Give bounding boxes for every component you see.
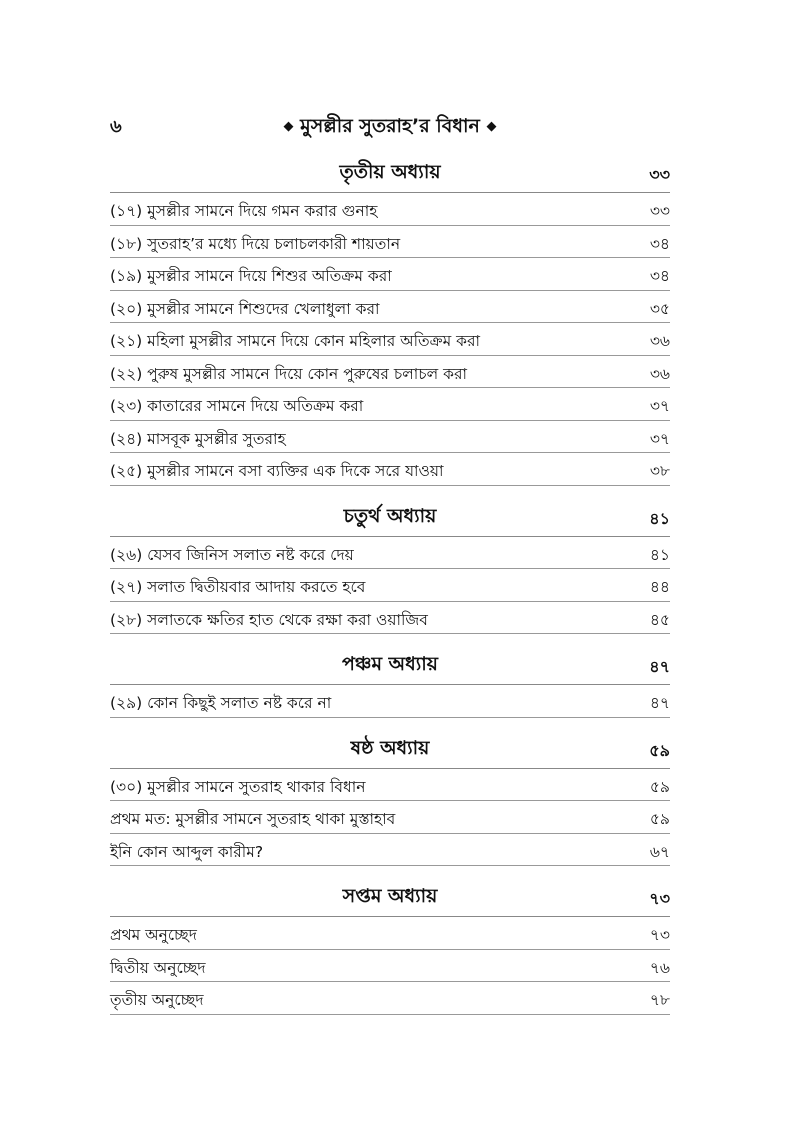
- toc-entry-title: (১৯) মুসল্লীর সামনে দিয়ে শিশুর অতিক্রম করা: [110, 267, 392, 285]
- toc-entry-title: (২০) মুসল্লীর সামনে শিশুদের খেলাধুলা করা: [110, 299, 380, 318]
- toc-entry-title: প্রথম অনুচ্ছেদ: [110, 926, 197, 944]
- toc-entry: [110, 769, 670, 802]
- toc-entry-title: (২৫) মুসল্লীর সামনে বসা ব্যক্তির এক দিকে সরে যাওয়া: [110, 462, 444, 480]
- chapter-title: সপ্তম অধ্যায়: [342, 885, 438, 907]
- toc-entry-title: প্রথম মত: মুসল্লীর সামনে সুতরাহ থাকা মুস্তাহাব: [110, 810, 396, 828]
- chapter-title: চতুর্থ অধ্যায়: [343, 504, 437, 527]
- toc-entry-title: (২৯) কোন কিছুই সলাত নষ্ট করে না: [110, 694, 332, 712]
- toc-entry-page-number: ৩৬: [649, 332, 670, 350]
- chapter-page-number: ৪১: [649, 508, 670, 528]
- toc-entry-title: (৩০) মুসল্লীর সামনে সুতরাহ থাকার বিধান: [110, 777, 366, 796]
- toc-entry: [110, 834, 670, 867]
- chapter-heading: [110, 494, 670, 537]
- toc-entry: [110, 291, 670, 324]
- toc-entry-page-number: ৪৪: [649, 578, 670, 596]
- chapter-heading: [110, 874, 670, 917]
- toc-entry-title: (২৬) যেসব জিনিস সলাত নষ্ট করে দেয়: [110, 545, 354, 564]
- toc-entry-page-number: ৪৭: [649, 694, 670, 712]
- toc-entry-page-number: ৩৮: [649, 462, 670, 480]
- toc-entry-page-number: ৩৪: [649, 234, 670, 253]
- toc-entry: [110, 569, 670, 602]
- toc-entry-title: (২৮) সলাতকে ক্ষতির হাত থেকে রক্ষা করা ওয়াজিব: [110, 610, 428, 629]
- page-header: [110, 112, 670, 140]
- toc-entry: [110, 602, 670, 635]
- toc-entry: [110, 421, 670, 454]
- toc-entry: [110, 685, 670, 718]
- toc-entry-title: (২২) পুরুষ মুসল্লীর সামনে দিয়ে কোন পুরুষের চলাচল করা: [110, 364, 467, 383]
- chapter-page-number: ৪৭: [649, 657, 670, 676]
- chapter-heading: [110, 726, 670, 769]
- page-number: ৬: [110, 116, 122, 137]
- toc-entry-title: দ্বিতীয় অনুচ্ছেদ: [110, 958, 206, 977]
- toc-entry-page-number: ৩৬: [649, 364, 670, 383]
- toc-entry: [110, 356, 670, 389]
- toc-entry: [110, 950, 670, 983]
- toc-entry-page-number: ৩৪: [649, 267, 670, 285]
- toc-entry-page-number: ৪৫: [649, 610, 670, 629]
- toc-entry: [110, 258, 670, 291]
- book-title: মুসল্লীর সুতরাহ’র বিধান: [300, 115, 480, 137]
- toc-entry: [110, 801, 670, 834]
- toc-entry-page-number: ৫৯: [649, 777, 670, 796]
- toc-entry: [110, 323, 670, 356]
- chapter-heading: [110, 150, 670, 193]
- toc-entry-title: (১৭) মুসল্লীর সামনে দিয়ে গমন করার গুনাহ: [110, 202, 378, 220]
- toc-entry: [110, 226, 670, 259]
- table-of-contents: [110, 150, 670, 1015]
- toc-entry: [110, 917, 670, 950]
- running-title: [110, 112, 670, 144]
- chapter-page-number: ৭৩: [649, 889, 670, 908]
- toc-entry-page-number: ৭৩: [649, 926, 670, 944]
- chapter-heading: [110, 642, 670, 685]
- toc-entry: [110, 193, 670, 226]
- toc-entry-page-number: ৫৯: [649, 810, 670, 828]
- chapter-page-number: ৩৩: [649, 165, 670, 184]
- toc-entry-page-number: ৩৭: [649, 397, 670, 415]
- toc-entry-title: (১৮) সুতরাহ’র মধ্যে দিয়ে চলাচলকারী শায়তান: [110, 234, 401, 253]
- chapter-title: ষষ্ঠ অধ্যায়: [350, 736, 430, 759]
- chapter-title: তৃতীয় অধ্যায়: [339, 161, 441, 183]
- diamond-ornament-icon: ◆: [283, 119, 294, 134]
- toc-entry-page-number: ৬৭: [649, 842, 670, 861]
- toc-entry-title: (২৪) মাসবূক মুসল্লীর সুতরাহ: [110, 429, 286, 448]
- chapter-title: পঞ্চম অধ্যায়: [342, 653, 438, 675]
- toc-entry: [110, 982, 670, 1015]
- toc-entry-title: ইনি কোন আব্দুল কারীম?: [110, 842, 264, 861]
- toc-entry-title: (২৭) সলাত দ্বিতীয়বার আদায় করতে হবে: [110, 578, 366, 596]
- toc-entry-title: (২৩) কাতারের সামনে দিয়ে অতিক্রম করা: [110, 397, 364, 415]
- toc-entry-title: (২১) মহিলা মুসল্লীর সামনে দিয়ে কোন মহিলার অতিক্রম করা: [110, 332, 481, 350]
- toc-entry: [110, 388, 670, 421]
- toc-entry: [110, 453, 670, 486]
- toc-entry-page-number: ৭৮: [649, 991, 670, 1009]
- chapter-page-number: ৫৯: [649, 740, 670, 760]
- diamond-ornament-icon: ◆: [486, 119, 497, 134]
- toc-entry-page-number: ৩৩: [649, 202, 670, 220]
- toc-entry-title: তৃতীয় অনুচ্ছেদ: [110, 991, 204, 1009]
- toc-entry-page-number: ৭৬: [649, 958, 670, 977]
- toc-entry-page-number: ৩৭: [649, 429, 670, 448]
- toc-entry: [110, 537, 670, 570]
- toc-entry-page-number: ৪১: [649, 545, 670, 564]
- toc-entry-page-number: ৩৫: [649, 299, 670, 318]
